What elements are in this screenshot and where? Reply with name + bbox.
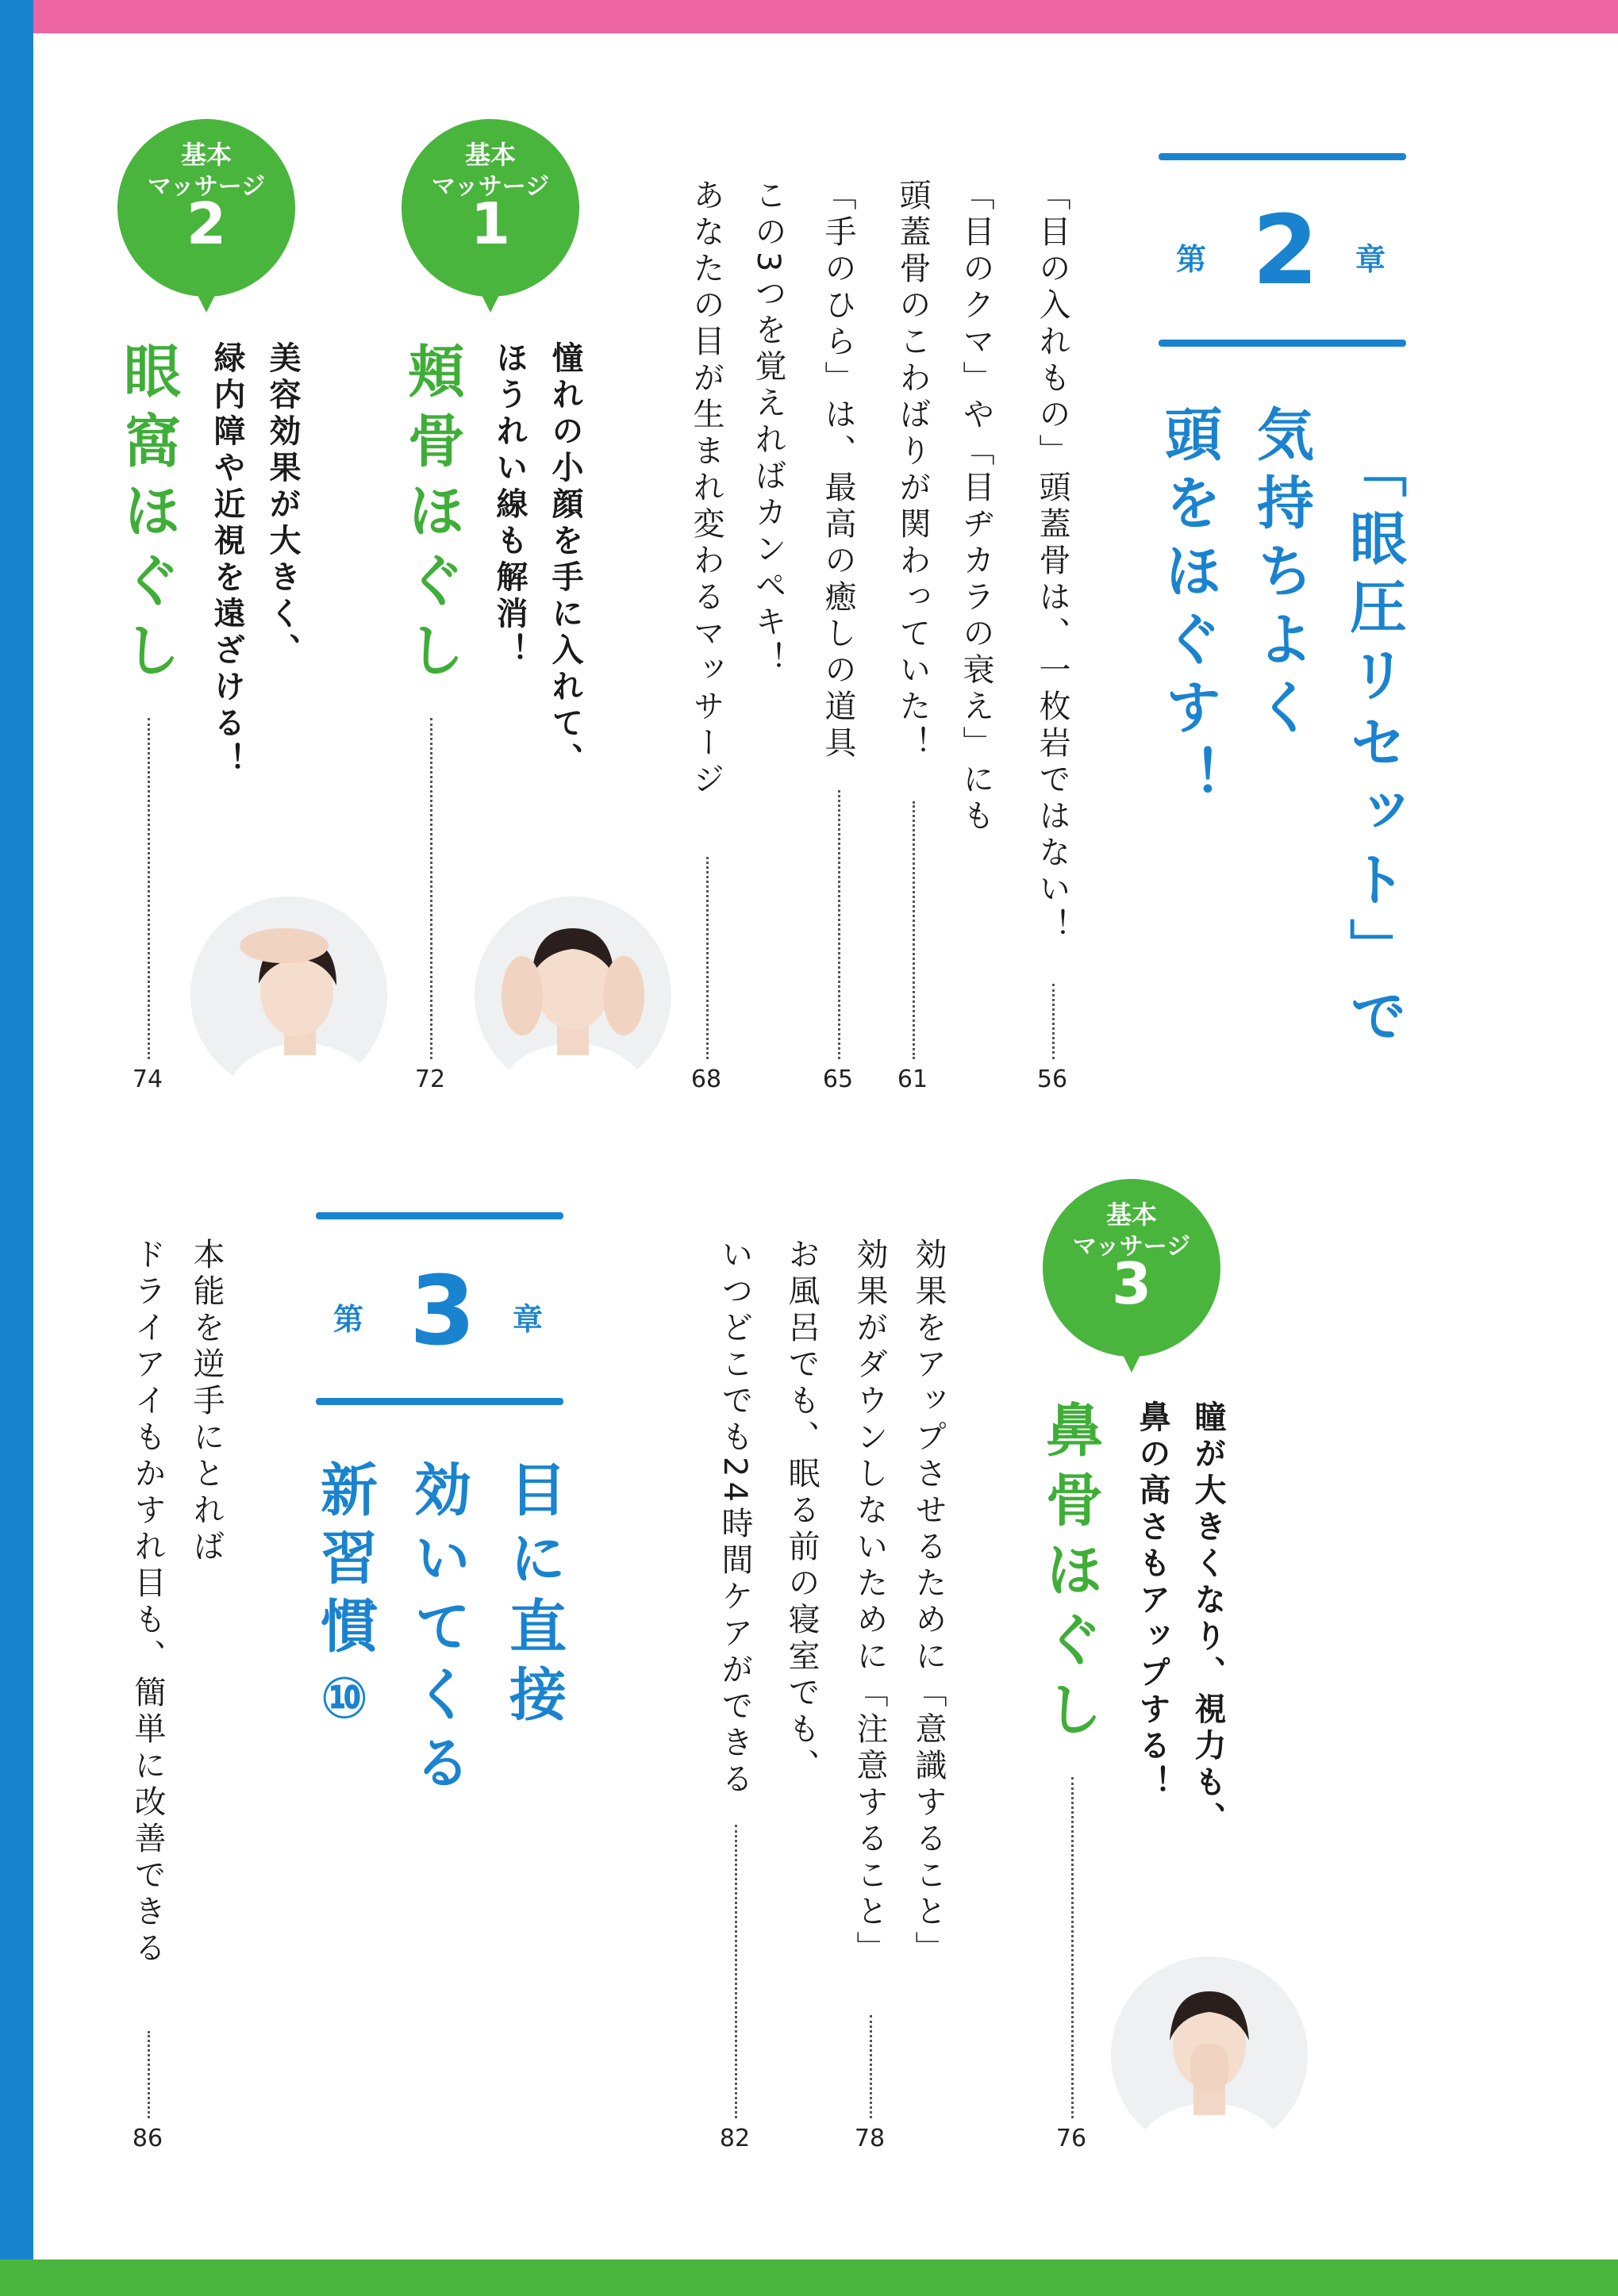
chapter-2-suffix: 章 bbox=[1355, 242, 1386, 277]
badge-label: 基本 bbox=[1105, 1200, 1157, 1230]
chapter-3-number: 3 bbox=[409, 1257, 476, 1367]
massage-2-title[interactable]: 眼窩ほぐし bbox=[114, 341, 181, 690]
page-number[interactable]: 68 bbox=[690, 1065, 722, 1093]
badge-label: マッサージ bbox=[431, 173, 550, 201]
chapter-3-suffix: 章 bbox=[513, 1302, 544, 1337]
page-number[interactable]: 72 bbox=[414, 1065, 446, 1093]
massage-3-badge bbox=[1041, 1177, 1222, 1374]
leader-dots bbox=[706, 857, 709, 1059]
massage-2-line1: 美容効果が大きく、 bbox=[264, 341, 301, 670]
toc-entry[interactable]: 「目の入れもの」頭蓋骨は、一枚岩ではない！ bbox=[1034, 179, 1070, 945]
toc-entry[interactable]: お風呂でも、眠る前の寝室でも、 bbox=[783, 1238, 820, 1785]
chapter-2-title-line2: 気持ちよく bbox=[1247, 405, 1314, 746]
toc-entry[interactable]: あなたの目が生まれ変わるマッサージ bbox=[688, 179, 724, 799]
badge-label: 基本 bbox=[464, 140, 516, 170]
bottom-green-bar bbox=[0, 2260, 1618, 2296]
top-pink-bar bbox=[0, 0, 1618, 33]
massage-3-line1: 瞳が大きくなり、視力も、 bbox=[1189, 1400, 1226, 1838]
badge-number: 1 bbox=[470, 190, 511, 257]
left-blue-bar bbox=[0, 0, 33, 2296]
leader-dots bbox=[1071, 1777, 1074, 2118]
leader-dots bbox=[838, 790, 840, 1059]
page-number[interactable]: 82 bbox=[719, 2125, 751, 2152]
badge-label: マッサージ bbox=[1072, 1233, 1191, 1261]
leader-dots bbox=[430, 718, 432, 1059]
badge-label: マッサージ bbox=[147, 173, 266, 201]
chapter-3-title-line2: 効いてくる bbox=[405, 1460, 471, 1801]
toc-entry[interactable]: ドライアイもかすれ目も、簡単に改善できる bbox=[129, 1238, 166, 1968]
leader-dots bbox=[735, 1825, 737, 2118]
badge-label: 基本 bbox=[180, 140, 232, 170]
leader-dots bbox=[148, 2031, 150, 2118]
massage-3-title[interactable]: 鼻骨ほぐし bbox=[1036, 1400, 1103, 1749]
page-number[interactable]: 74 bbox=[132, 1065, 163, 1093]
page-number[interactable]: 76 bbox=[1055, 2125, 1087, 2152]
page-number[interactable]: 86 bbox=[132, 2125, 163, 2152]
chapter-3-title-line3: 新習慣⑩ bbox=[311, 1460, 378, 1742]
massage-3-photo bbox=[1111, 1956, 1308, 2153]
badge-number: 2 bbox=[186, 190, 227, 257]
toc-entry[interactable]: 効果をアップさせるために「意識すること」 bbox=[910, 1238, 947, 1968]
chapter-3-rule-top bbox=[316, 1212, 563, 1219]
chapter-2-number: 2 bbox=[1252, 196, 1319, 306]
massage-1-line1: 憧れの小顔を手に入れて、 bbox=[547, 341, 583, 779]
chapter-3-prefix: 第 bbox=[333, 1302, 364, 1337]
chapter-2-prefix: 第 bbox=[1176, 242, 1207, 277]
toc-entry[interactable]: 頭蓋骨のこわばりが関わっていた！ bbox=[894, 179, 931, 762]
massage-1-badge bbox=[400, 117, 581, 314]
leader-dots bbox=[870, 2015, 872, 2118]
chapter-2-title-line1: 「眼圧リセット」で bbox=[1340, 440, 1407, 1054]
page-number[interactable]: 78 bbox=[854, 2125, 886, 2152]
chapter-3-rule-bottom bbox=[316, 1398, 563, 1405]
toc-entry[interactable]: 本能を逆手にとれば bbox=[188, 1238, 225, 1566]
chapter-2-rule-top bbox=[1159, 153, 1406, 160]
leader-dots bbox=[1052, 984, 1055, 1059]
leader-dots bbox=[913, 801, 915, 1059]
page-number[interactable]: 65 bbox=[822, 1065, 854, 1093]
massage-1-line2: ほうれい線も解消！ bbox=[491, 341, 528, 670]
toc-entry[interactable]: この3つを覚えればカンペキ！ bbox=[750, 179, 786, 678]
leader-dots bbox=[148, 718, 150, 1059]
chapter-2-rule-bottom bbox=[1159, 340, 1406, 347]
massage-2-badge bbox=[116, 117, 297, 314]
chapter-2-title-line3: 頭をほぐす！ bbox=[1155, 405, 1222, 814]
page-number[interactable]: 56 bbox=[1036, 1065, 1068, 1093]
toc-entry[interactable]: いつどこでも24時間ケアができる bbox=[717, 1238, 753, 1799]
page-number[interactable]: 61 bbox=[897, 1065, 928, 1093]
massage-2-line2: 緑内障や近視を遠ざける！ bbox=[209, 341, 245, 779]
chapter-3-title-line1: 目に直接 bbox=[500, 1460, 567, 1733]
massage-3-line2: 鼻の高さもアップする！ bbox=[1134, 1400, 1170, 1802]
massage-1-title[interactable]: 頬骨ほぐし bbox=[398, 341, 465, 690]
toc-entry[interactable]: 効果がダウンしないために「注意すること」 bbox=[851, 1238, 888, 1968]
toc-entry[interactable]: 「手のひら」は、最高の癒しの道具 bbox=[820, 179, 856, 762]
toc-entry[interactable]: 「目のクマ」や「目ヂカラの衰え」にも bbox=[958, 179, 994, 835]
massage-1-photo bbox=[475, 897, 671, 1093]
badge-number: 3 bbox=[1111, 1250, 1152, 1317]
massage-2-photo bbox=[190, 897, 387, 1093]
